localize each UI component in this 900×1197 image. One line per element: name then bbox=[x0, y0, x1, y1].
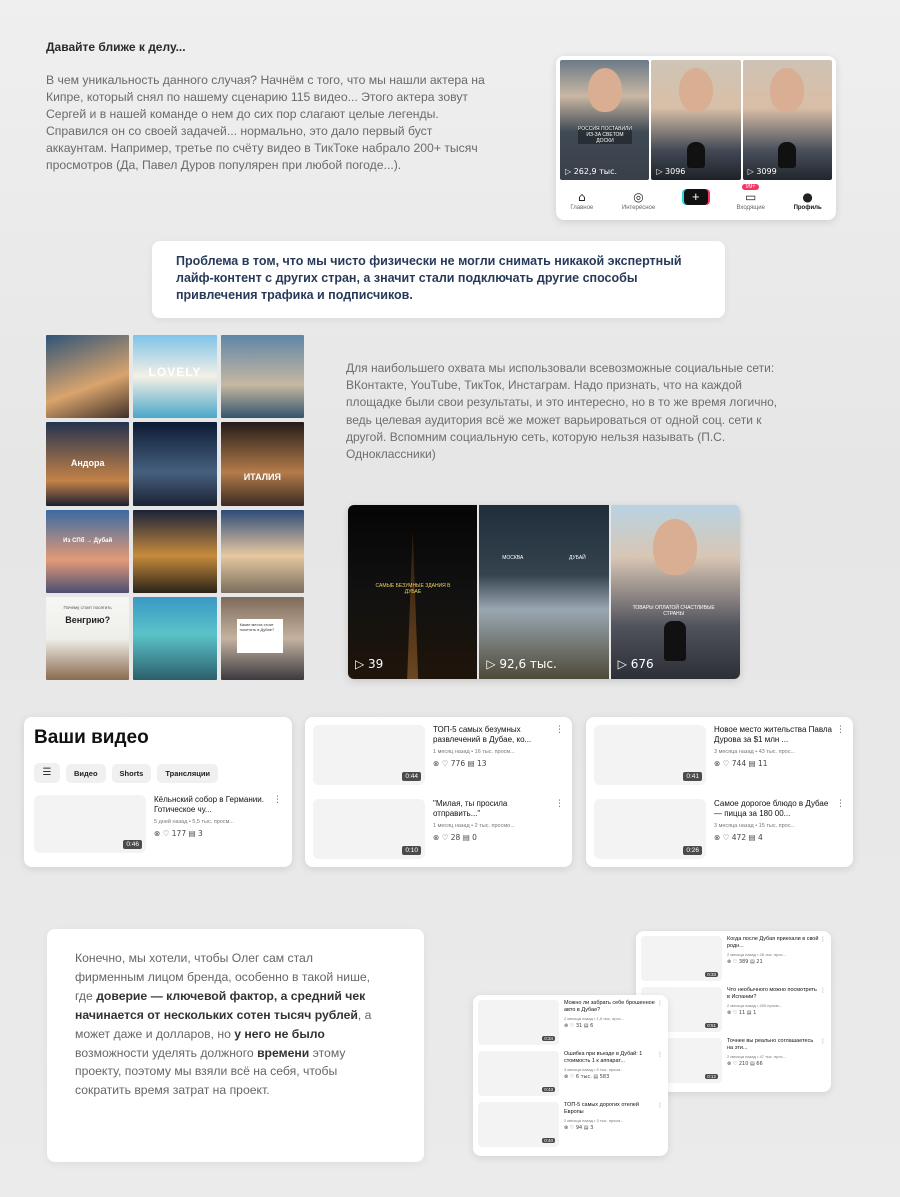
grid-post[interactable] bbox=[46, 597, 129, 680]
post-label: ИТАЛИЯ bbox=[243, 472, 281, 483]
more-icon[interactable]: ⋮ bbox=[657, 1102, 663, 1109]
video-meta: 5 дней назад • 5,5 тыс. просм... bbox=[154, 819, 234, 825]
video-caption: РОССИЯ ПОСТАВИЛИ ИЗ-ЗА СВЕТОМ ДОСКИ bbox=[578, 126, 632, 144]
post-label: Андора bbox=[70, 458, 105, 469]
grid-post[interactable] bbox=[133, 422, 216, 505]
video-duration: 0:44 bbox=[402, 772, 421, 781]
city-label: МОСКВА bbox=[502, 555, 524, 561]
more-icon[interactable]: ⋮ bbox=[820, 987, 826, 994]
intro-paragraph: В чем уникальность данного случая? Начнём с того, что мы нашли актера на Кипре, который снял по нашему сценарию 115 видео... Этого актера зовут Сергей и в нашей команде о нем до сих пор слагают целые легенды. Справился он со своей задачей... нормально, это дало первый буст аккаунтам. Например, третье по счёту видео в ТикТоке набрало 200+ тысяч просмотров (Да, Павел Дуров популярен при любой погоде...). bbox=[46, 73, 485, 172]
city-label: ДУБАЙ bbox=[569, 555, 586, 561]
video-info bbox=[564, 1102, 663, 1149]
video-title: ТОП-5 самых безумных развлечений в Дубае, ко... bbox=[433, 725, 532, 744]
video-row[interactable] bbox=[313, 725, 564, 785]
chip-shorts[interactable]: Shorts bbox=[112, 764, 152, 783]
strip-video[interactable] bbox=[479, 505, 608, 679]
brand-text: этому проекту, поэтому мы взяли всё на себя, чтобы сократить время затрат на проект. bbox=[75, 1045, 346, 1098]
video-row[interactable] bbox=[594, 799, 845, 859]
more-icon[interactable]: ⋮ bbox=[836, 799, 845, 809]
video-title: Кёльнский собор в Германии. Готическое чу... bbox=[154, 795, 264, 814]
youtube-mini-list bbox=[473, 995, 668, 1156]
video-stats: ⊗ ♡ 744 ▤ 11 bbox=[714, 759, 768, 768]
video-thumbnail[interactable] bbox=[313, 799, 425, 859]
tiktok-bottom-nav bbox=[556, 180, 836, 216]
plus-icon: + bbox=[684, 189, 708, 205]
video-thumbnail[interactable] bbox=[478, 1000, 559, 1045]
reach-paragraph: Для наибольшего охвата мы использовали всевозможные социальные сети: ВКонтакте, YouTube, ТикТок, Инстаграм. Надо признать, что на каждой площадке были свои результаты, и это интересно, но в то же время логично, ведь целевая аудитория всё же может варьироваться от одной соц. сети к другой. Вспомним социальную сеть, которую нельзя называть (П.С. Одноклассники) bbox=[346, 361, 778, 462]
brand-text: возможности уделять должного bbox=[75, 1045, 258, 1060]
view-count: ▷ 3099 bbox=[747, 167, 777, 176]
video-info bbox=[564, 1051, 663, 1098]
video-caption: САМЫЕ БЕЗУМНЫЕ ЗДАНИЯ В ДУБАЕ bbox=[375, 583, 451, 595]
video-duration: 0:40 bbox=[544, 1138, 553, 1143]
more-icon[interactable]: ⋮ bbox=[836, 725, 845, 735]
more-icon[interactable]: ⋮ bbox=[820, 1038, 826, 1045]
view-count: ▷ 39 bbox=[355, 657, 384, 671]
video-title: Ошибка при въезде в Дубай: 1 стоимость 1 к аппарат... bbox=[564, 1051, 643, 1064]
youtube-video-list bbox=[586, 717, 853, 867]
video-meta: 3 месяца назад • 5 тыс. просм... bbox=[564, 1067, 624, 1072]
post-label: Почему стоит посетить bbox=[63, 604, 112, 610]
view-count: ▷ 676 bbox=[617, 657, 654, 671]
video-stats: ⊗ ♡ 6 тыс. ▤ 583 bbox=[564, 1074, 610, 1080]
video-title: Самое дорогое блюдо в Дубае — пицца за 180 00... bbox=[714, 799, 829, 818]
person-face bbox=[653, 519, 697, 575]
user-icon: ● bbox=[802, 190, 813, 204]
video-thumbnail[interactable] bbox=[594, 799, 706, 859]
video-stats: ⊗ ♡ 389 ▤ 21 bbox=[727, 959, 763, 965]
video-duration: 0:46 bbox=[123, 840, 142, 849]
message-icon: ▭ bbox=[745, 190, 757, 204]
video-meta: 2 месяца назад • 3 тыс. просм... bbox=[564, 1118, 624, 1123]
brand-card bbox=[47, 929, 424, 1162]
nav-create[interactable] bbox=[684, 189, 708, 211]
nav-profile[interactable] bbox=[794, 191, 822, 211]
grid-post[interactable] bbox=[221, 510, 304, 593]
grid-post[interactable] bbox=[133, 335, 216, 418]
video-duration: 0:10 bbox=[402, 846, 421, 855]
video-meta: 2 месяца назад • 400 просм... bbox=[727, 1003, 782, 1008]
grid-post[interactable] bbox=[46, 422, 129, 505]
video-duration: 0:34 bbox=[544, 1036, 553, 1041]
nav-inbox-label: Входящие bbox=[736, 205, 765, 211]
grid-post[interactable] bbox=[133, 597, 216, 680]
video-title: Когда после Дубая приехали в свой родн... bbox=[727, 936, 819, 949]
grid-post[interactable] bbox=[221, 335, 304, 418]
video-duration: 0:12 bbox=[707, 1074, 716, 1079]
youtube-title: Ваши видео bbox=[34, 727, 149, 748]
video-info bbox=[714, 725, 845, 785]
video-info bbox=[727, 1038, 826, 1085]
video-title: Точнее вы реально соглашаетесь на эти... bbox=[727, 1038, 814, 1051]
view-count: ▷ 92,6 тыс. bbox=[486, 657, 557, 671]
video-meta: 2 месяца назад • 47 тыс. прос... bbox=[727, 1054, 786, 1059]
chip-videos[interactable]: Видео bbox=[66, 764, 106, 783]
tiktok-video-thumb[interactable] bbox=[743, 60, 832, 180]
video-info bbox=[564, 1000, 663, 1047]
filter-icon[interactable]: ☰ bbox=[34, 763, 60, 783]
video-meta: 1 месяц назад • 16 тыс. просм... bbox=[433, 749, 515, 755]
video-stats: ⊗ ♡ 776 ▤ 13 bbox=[433, 759, 487, 768]
inbox-badge: 99+ bbox=[742, 184, 758, 190]
post-label: Из СПб → Дубай bbox=[63, 537, 113, 544]
video-stats: ⊗ ♡ 210 ▤ 66 bbox=[727, 1061, 763, 1067]
video-title: "Милая, ты просила отправить..." bbox=[433, 799, 508, 818]
strip-video[interactable] bbox=[611, 505, 740, 679]
video-thumbnail[interactable] bbox=[594, 725, 706, 785]
more-icon[interactable]: ⋮ bbox=[555, 799, 564, 809]
video-title: Что необычного можно посмотреть в Испании? bbox=[727, 987, 817, 1000]
nav-interesting[interactable] bbox=[622, 191, 655, 211]
youtube-video-list bbox=[305, 717, 572, 867]
problem-quote: Проблема в том, что мы чисто физически не могли снимать никакой экспертный лайф-контент с других стран, а значит стали подключать другие способы привлечения трафика и подписчиков. bbox=[152, 241, 725, 318]
video-row[interactable] bbox=[641, 987, 826, 1034]
grid-post[interactable] bbox=[221, 597, 304, 680]
person-face bbox=[588, 68, 622, 112]
microphone-icon bbox=[687, 142, 705, 168]
nav-home[interactable] bbox=[570, 191, 593, 211]
brand-bold: у него не было bbox=[234, 1026, 325, 1041]
tiktok-video-thumb[interactable] bbox=[651, 60, 740, 180]
person-face bbox=[679, 68, 713, 112]
brand-text: , а может даже и долларов, но bbox=[75, 1007, 372, 1041]
grid-post[interactable] bbox=[46, 335, 129, 418]
video-thumbnail[interactable] bbox=[478, 1102, 559, 1147]
video-caption: ТОВАРЫ ОПЛАТОЙ СЧАСТЛИВЫЕ СТРАНЫ bbox=[632, 605, 715, 617]
video-row[interactable] bbox=[594, 725, 845, 785]
youtube-your-videos bbox=[24, 717, 292, 867]
post-label: LOVELY bbox=[148, 365, 202, 379]
home-icon: ⌂ bbox=[577, 190, 586, 204]
video-thumbnail[interactable] bbox=[313, 725, 425, 785]
video-row[interactable] bbox=[641, 1038, 826, 1085]
tower-shape bbox=[402, 529, 424, 679]
video-info bbox=[714, 799, 845, 859]
video-duration: 0:26 bbox=[683, 846, 702, 855]
video-row[interactable] bbox=[478, 1051, 663, 1098]
grid-post[interactable] bbox=[221, 422, 304, 505]
post-label: Венгрию? bbox=[65, 614, 111, 625]
video-meta: 2 месяца назад • 1,5 тыс. прос... bbox=[564, 1016, 625, 1021]
video-meta: 3 месяца назад • 15 тыс. прос... bbox=[714, 823, 796, 829]
microphone-icon bbox=[778, 142, 796, 168]
video-strip bbox=[348, 505, 740, 679]
video-info bbox=[727, 936, 826, 983]
video-row[interactable] bbox=[478, 1102, 663, 1149]
video-info bbox=[154, 795, 282, 853]
video-duration: 0:51 bbox=[707, 1023, 716, 1028]
video-stats: ⊗ ♡ 472 ▤ 4 bbox=[714, 833, 763, 842]
video-stats: ⊗ ♡ 177 ▤ 3 bbox=[154, 829, 203, 838]
video-title: Новое место жительства Павла Дурова за $1 млн ... bbox=[714, 725, 832, 744]
nav-home-label: Главное bbox=[570, 205, 594, 211]
post-note-card: Какие места стоит посетить в Дубае? bbox=[237, 619, 283, 653]
nav-profile-label: Профиль bbox=[793, 205, 822, 211]
view-count: ▷ 262,9 тыс. bbox=[565, 167, 618, 176]
video-info bbox=[727, 987, 826, 1034]
person-face bbox=[770, 68, 804, 112]
section-title: Давайте ближе к делу... bbox=[46, 40, 186, 54]
more-icon[interactable]: ⋮ bbox=[657, 1000, 663, 1007]
filter-chips bbox=[34, 763, 282, 783]
video-duration: 0:43 bbox=[544, 1087, 553, 1092]
video-thumbnail[interactable] bbox=[34, 795, 146, 853]
brand-text: Конечно, мы хотели, чтобы Олег сам стал фирменным лицом бренда, особенно в такой нише, где bbox=[75, 951, 371, 1003]
nav-inbox[interactable] bbox=[736, 184, 765, 211]
video-row[interactable] bbox=[34, 795, 282, 853]
video-thumbnail[interactable] bbox=[641, 936, 722, 981]
brand-paragraph bbox=[75, 949, 375, 1100]
more-icon[interactable]: ⋮ bbox=[273, 795, 282, 805]
video-row[interactable] bbox=[313, 799, 564, 859]
instagram-grid bbox=[46, 335, 304, 680]
brand-bold: доверие — ключевой фактор, а средний чек начинается от нескольких сотен тысяч рублей bbox=[75, 988, 366, 1022]
tiktok-video-thumb[interactable] bbox=[560, 60, 649, 180]
video-info bbox=[433, 725, 564, 785]
view-count: ▷ 3096 bbox=[656, 167, 686, 176]
more-icon[interactable]: ⋮ bbox=[820, 936, 826, 943]
video-meta: 1 месяц назад • 2 тыс. просмо... bbox=[433, 823, 515, 829]
video-thumbnail[interactable] bbox=[478, 1051, 559, 1096]
tiktok-profile-screenshot bbox=[556, 56, 836, 220]
video-stats: ⊗ ♡ 11 ▤ 1 bbox=[727, 1010, 757, 1016]
video-duration: 0:41 bbox=[683, 772, 702, 781]
more-icon[interactable]: ⋮ bbox=[657, 1051, 663, 1058]
video-stats: ⊗ ♡ 94 ▤ 3 bbox=[564, 1125, 594, 1131]
video-stats: ⊗ ♡ 28 ▤ 0 bbox=[433, 833, 477, 842]
video-row[interactable] bbox=[641, 936, 826, 983]
city-labels bbox=[479, 555, 608, 561]
brand-bold: времени bbox=[257, 1045, 310, 1060]
chip-live[interactable]: Трансляции bbox=[157, 764, 218, 783]
video-duration: 0:33 bbox=[707, 972, 716, 977]
microphone-icon bbox=[664, 621, 686, 661]
nav-interesting-label: Интересное bbox=[621, 205, 656, 211]
video-title: Можно ли забрать себе брошенное авто в Дубае? bbox=[564, 1000, 655, 1013]
compass-icon: ◎ bbox=[633, 190, 644, 204]
more-icon[interactable]: ⋮ bbox=[555, 725, 564, 735]
grid-post[interactable] bbox=[46, 510, 129, 593]
video-meta: 3 месяца назад • 43 тыс. прос... bbox=[714, 749, 796, 755]
video-meta: 2 месяца назад • 28 тыс. прос... bbox=[727, 952, 786, 957]
video-row[interactable] bbox=[478, 1000, 663, 1047]
video-title: ТОП-5 самых дорогих отелей Европы bbox=[564, 1102, 639, 1115]
grid-post[interactable] bbox=[133, 510, 216, 593]
strip-video[interactable] bbox=[348, 505, 477, 679]
video-stats: ⊗ ♡ 31 ▤ 6 bbox=[564, 1023, 594, 1029]
video-info bbox=[433, 799, 564, 859]
